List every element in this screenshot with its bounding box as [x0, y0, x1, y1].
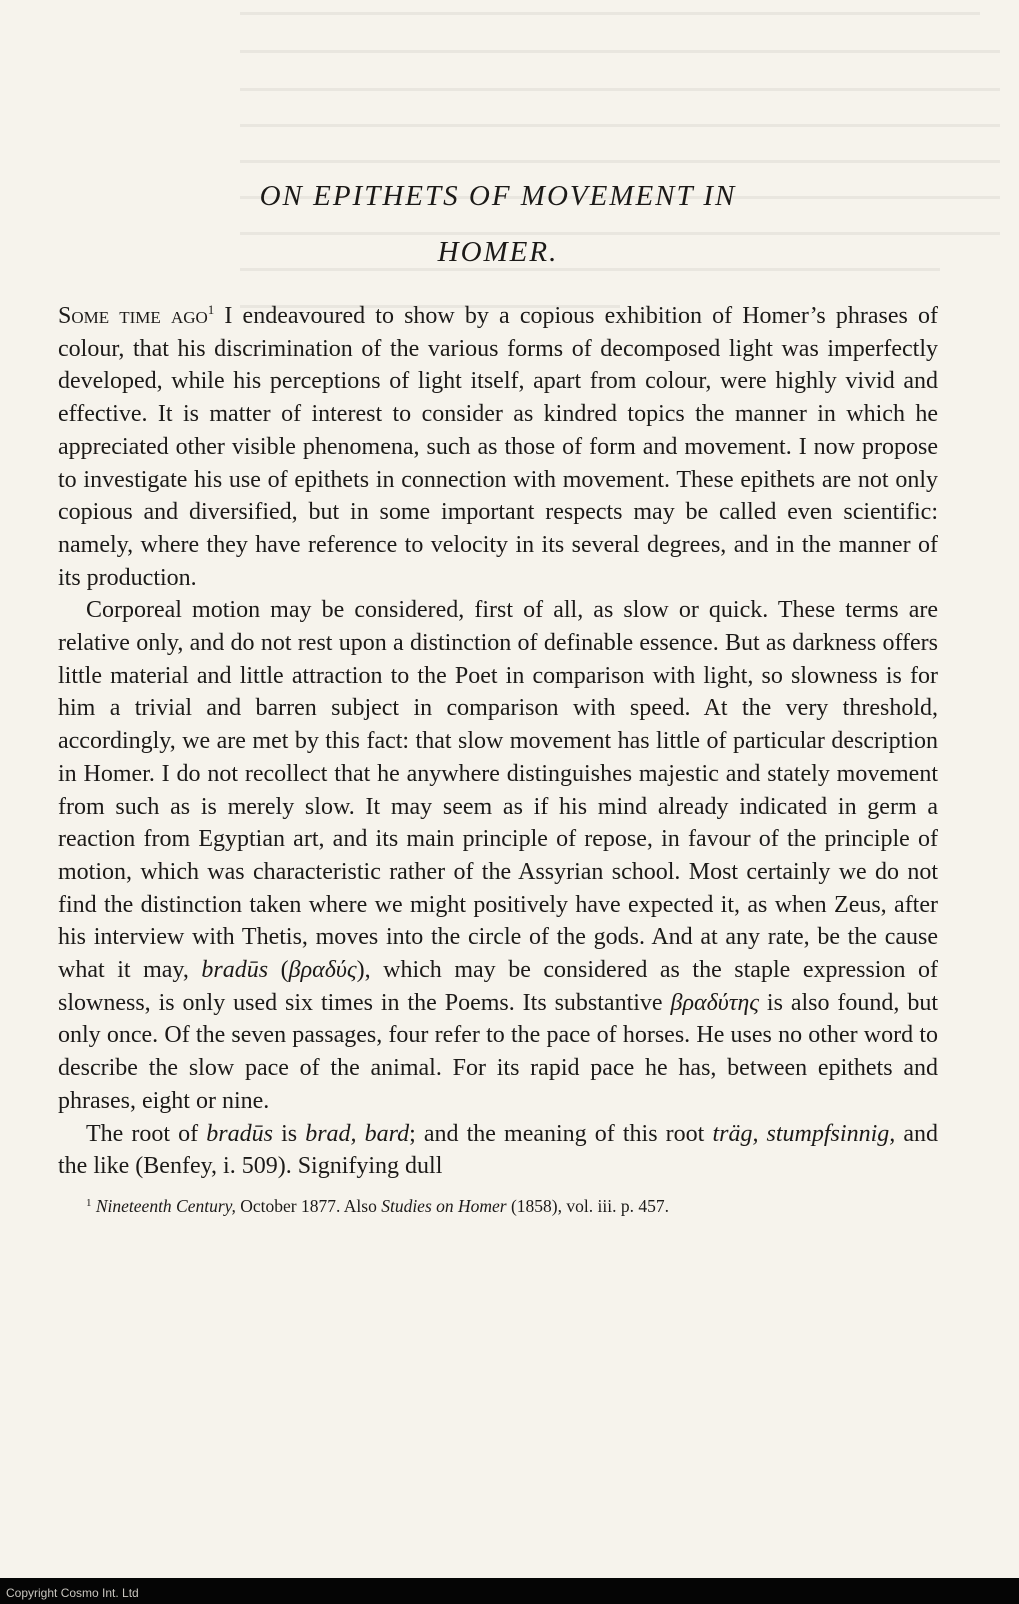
- article-body: [58, 300, 938, 1183]
- footnote-source-2: Studies on Homer: [381, 1195, 507, 1216]
- footnote-reference: 1: [207, 302, 215, 317]
- paragraph-2-text-c: ), which may be considered as the staple expression of slowness, is only used six times in the Poems. Its substantive: [58, 957, 939, 1016]
- paragraph-2-text-b: (: [268, 957, 289, 984]
- paragraph-1: [58, 300, 938, 594]
- paragraph-2-text-d: is also found, but only once. Of the seven passages, four refer to the pace of horses. He uses no other word to describe the slow pace of the animal. For its rapid pace he has, between epithets and phrases, eight or nine.: [58, 989, 939, 1114]
- copyright-watermark: Copyright Cosmo Int. Ltd: [6, 1586, 139, 1600]
- greek-bradus: βραδύς: [288, 957, 357, 984]
- book-page: [58, 168, 938, 1218]
- title-line-1: ON EPITHETS OF MOVEMENT IN: [259, 180, 737, 212]
- paragraph-3-text-d: and the like (Benfey, i. 509). Signifying dull: [58, 1120, 938, 1180]
- paragraph-3-text-a: The root of: [86, 1120, 207, 1147]
- paragraph-2-text-a: Corporeal motion may be considered, first of all, as slow or quick. These terms are relative only, and do not rest upon a distinction of definable essence. But as darkness offers little material and little attraction to the Poet in comparison with light, so slowness is for him a trivial and barren subject in comparison with speed. At the very threshold, accordingly, we are met by this fact: that slow movement has little of particular description in Homer. I do not recollect that he anywhere distinguishes majestic and stately movement from such as is merely slow. It may seem as if his mind already indicated in germ a reaction from Egyptian art, and its main principle of repose, in favour of the principle of motion, which was characteristic rather of the Assyrian school. Most certainly we do not find the distinction taken where we might positively have expected it, as when Zeus, after his interview with Thetis, moves into the circle of the gods. And at any rate, be the cause what it may,: [58, 597, 938, 984]
- transliteration-bradus-2: bradūs: [206, 1120, 273, 1147]
- article-title: [58, 168, 938, 280]
- paragraph-1-text: I endeavoured to show by a copious exhibition of Homer’s phrases of colour, that his discrimination of the various forms of decomposed light was imperfectly developed, while his perceptions of light itself, apart from colour, were highly vivid and effective. It is matter of interest to consider as kindred topics the manner in which he appreciated other visible phenomena, such as those of form and movement. I now propose to investigate his use of epithets in connection with movement. These epithets are not only copious and diversified, but in some important respects may be called even scientific: namely, where they have reference to velocity in its several degrees, and in the manner of its production.: [58, 303, 938, 591]
- footnote-source-1: Nineteenth Century,: [95, 1195, 236, 1216]
- title-line-2: HOMER.: [437, 236, 559, 268]
- paragraph-2: [58, 594, 938, 1117]
- opening-words: Some time ago: [58, 303, 208, 329]
- german-gloss: träg, stumpfsinnig,: [712, 1120, 896, 1147]
- footnote-mark: 1: [86, 1196, 92, 1209]
- footnote-text-b: (1858), vol. iii. p. 457.: [506, 1195, 669, 1216]
- paragraph-3-text-c: ; and the meaning of this root: [409, 1120, 713, 1147]
- paragraph-3: [58, 1118, 938, 1183]
- greek-bradutes: βραδύτης: [670, 989, 759, 1016]
- footnote: [58, 1195, 938, 1218]
- footnote-text-a: October 1877. Also: [235, 1195, 382, 1216]
- paragraph-3-text-b: is: [272, 1120, 306, 1147]
- transliteration-bradus: bradūs: [201, 957, 269, 984]
- root-brad-bard: brad, bard: [305, 1120, 410, 1147]
- bottom-border: [0, 1578, 1019, 1604]
